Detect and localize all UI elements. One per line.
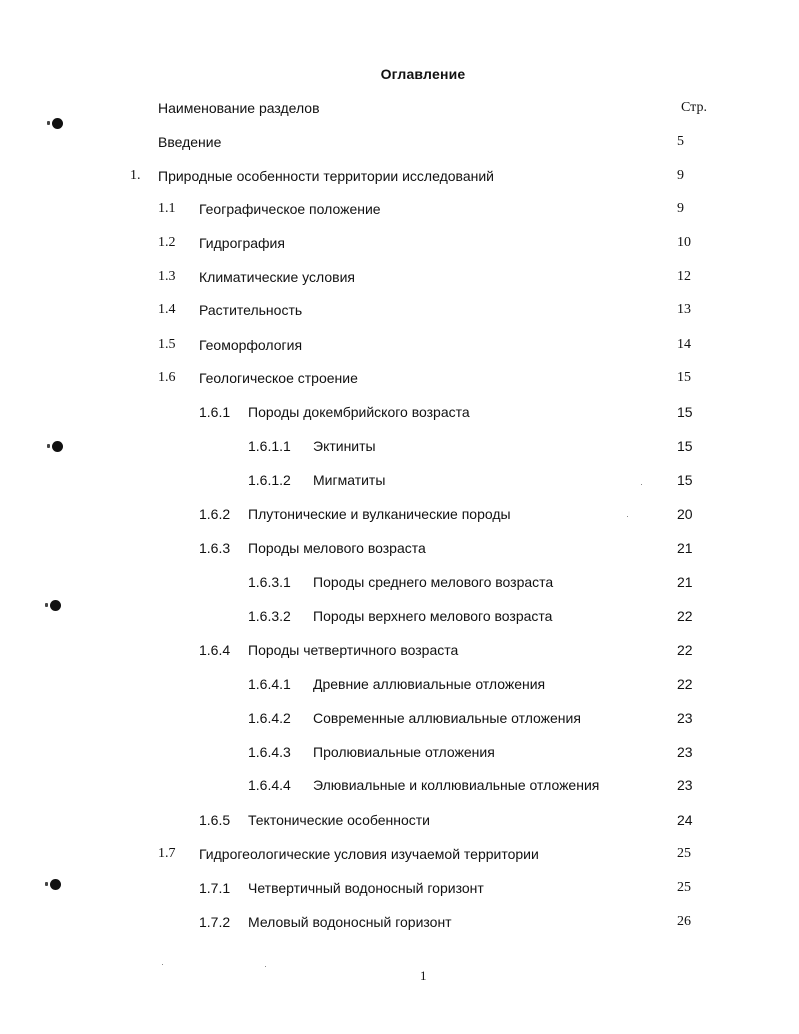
toc-entry-page: 5	[677, 134, 684, 149]
scan-speck	[265, 966, 266, 967]
toc-entry-number: 1.5	[158, 337, 176, 352]
toc-entry-page: 21	[677, 574, 693, 590]
toc-entry-number: 1.	[130, 168, 141, 183]
toc-entry[interactable]	[0, 404, 799, 424]
toc-entry-number: 1.2	[158, 235, 176, 250]
toc-entry-page: 12	[677, 269, 691, 284]
toc-entry-page: 25	[677, 880, 691, 895]
toc-entry-label: Современные аллювиальные отложения	[313, 710, 581, 726]
toc-entry-label: Эктиниты	[313, 438, 376, 454]
toc-entry-number: 1.7.1	[199, 880, 231, 896]
toc-entry-number: 1.6.1	[199, 404, 231, 420]
toc-entry-label: Древние аллювиальные отложения	[313, 676, 546, 692]
toc-entry-label: Мигматиты	[313, 472, 386, 488]
toc-entry-number: 1.3	[158, 269, 176, 284]
toc-entry[interactable]	[0, 370, 799, 390]
toc-entry-label: Растительность	[199, 302, 303, 318]
toc-entry-label: Гидрография	[199, 235, 285, 251]
toc-entry-page: 22	[677, 676, 693, 692]
toc-entry-label: Геологическое строение	[199, 370, 358, 386]
toc-entry-number: 1.7.2	[199, 914, 231, 930]
toc-entry[interactable]	[0, 235, 799, 255]
toc-entry-page: 15	[677, 404, 693, 420]
toc-entry[interactable]	[0, 676, 799, 696]
toc-entry[interactable]	[0, 302, 799, 322]
punch-hole-mark	[52, 118, 63, 129]
toc-entry-label: Географическое положение	[199, 201, 381, 217]
toc-entry-number: 1.6.4.4	[248, 777, 291, 793]
toc-entry-page: 15	[677, 472, 693, 488]
toc-entry-number: 1.4	[158, 302, 176, 317]
toc-entry-number: 1.6.3.1	[248, 574, 291, 590]
page-number: 1	[420, 968, 427, 983]
toc-entry-number: 1.1	[158, 201, 176, 216]
toc-entry[interactable]	[0, 506, 799, 526]
column-header-name: Наименование разделов	[158, 100, 320, 116]
toc-entry[interactable]	[0, 134, 799, 154]
toc-entry[interactable]	[0, 812, 799, 832]
toc-entry[interactable]	[0, 540, 799, 560]
toc-entry[interactable]	[0, 337, 799, 357]
scan-speck	[162, 964, 163, 965]
toc-entry-number: 1.7	[158, 846, 176, 861]
toc-entry-label: Породы среднего мелового возраста	[313, 574, 554, 590]
toc-entry-page: 23	[677, 744, 693, 760]
toc-entry-label: Климатические условия	[199, 269, 355, 285]
toc-entry-label: Четвертичный водоносный горизонт	[248, 880, 484, 896]
toc-entry[interactable]	[0, 642, 799, 662]
toc-entry-page: 15	[677, 370, 691, 385]
toc-entry[interactable]	[0, 846, 799, 866]
toc-entry[interactable]	[0, 574, 799, 594]
toc-entry[interactable]	[0, 201, 799, 221]
toc-entry[interactable]	[0, 880, 799, 900]
toc-entry-label: Породы докембрийского возраста	[248, 404, 470, 420]
toc-entry-number: 1.6.4.3	[248, 744, 291, 760]
toc-entry-label: Гидрогеологические условия изучаемой территории	[199, 846, 539, 862]
toc-entry-page: 15	[677, 438, 693, 454]
toc-entry-page: 22	[677, 608, 693, 624]
toc-entry-label: Породы мелового возраста	[248, 540, 426, 556]
toc-entry-number: 1.6.3	[199, 540, 231, 556]
toc-entry[interactable]	[0, 168, 799, 188]
toc-entry-number: 1.6	[158, 370, 176, 385]
toc-entry-label: Природные особенности территории исследований	[158, 168, 494, 184]
toc-entry-number: 1.6.4.1	[248, 676, 291, 692]
toc-entry-label: Пролювиальные отложения	[313, 744, 495, 760]
toc-entry-label: Элювиальные и коллювиальные отложения	[313, 777, 600, 793]
toc-entry-page: 25	[677, 846, 691, 861]
toc-entry-number: 1.6.1.1	[248, 438, 291, 454]
toc-entry-label: Тектонические особенности	[248, 812, 430, 828]
toc-entry-number: 1.6.4.2	[248, 710, 291, 726]
toc-entry-page: 23	[677, 777, 693, 793]
toc-entry[interactable]	[0, 438, 799, 458]
toc-entry-page: 9	[677, 168, 684, 183]
toc-entry[interactable]	[0, 608, 799, 628]
toc-entry-label: Введение	[158, 134, 222, 150]
toc-entry-number: 1.6.2	[199, 506, 231, 522]
toc-entry-label: Породы четвертичного возраста	[248, 642, 459, 658]
toc-entry[interactable]	[0, 914, 799, 934]
toc-entry-number: 1.6.1.2	[248, 472, 291, 488]
toc-entry-number: 1.6.5	[199, 812, 231, 828]
toc-entry[interactable]	[0, 269, 799, 289]
toc-entry-number: 1.6.4	[199, 642, 231, 658]
toc-entry[interactable]	[0, 777, 799, 797]
toc-entry-page: 23	[677, 710, 693, 726]
column-header-page: Стр.	[681, 100, 707, 115]
toc-entry-page: 13	[677, 302, 691, 317]
toc-entry-page: 10	[677, 235, 691, 250]
toc-entry-page: 24	[677, 812, 693, 828]
toc-entry-label: Меловый водоносный горизонт	[248, 914, 452, 930]
toc-entry-page: 26	[677, 914, 691, 929]
toc-entry-page: 14	[677, 337, 691, 352]
toc-entry-label: Плутонические и вулканические породы	[248, 506, 511, 522]
toc-title: Оглавление	[380, 66, 466, 82]
toc-entry-page: 21	[677, 540, 693, 556]
toc-entry-page: 9	[677, 201, 684, 216]
toc-entry-page: 20	[677, 506, 693, 522]
toc-entry-number: 1.6.3.2	[248, 608, 291, 624]
toc-entry[interactable]	[0, 710, 799, 730]
toc-entry[interactable]	[0, 472, 799, 492]
toc-entry-label: Породы верхнего мелового возраста	[313, 608, 553, 624]
toc-entry[interactable]	[0, 744, 799, 764]
toc-entry-page: 22	[677, 642, 693, 658]
toc-entry-label: Геоморфология	[199, 337, 303, 353]
